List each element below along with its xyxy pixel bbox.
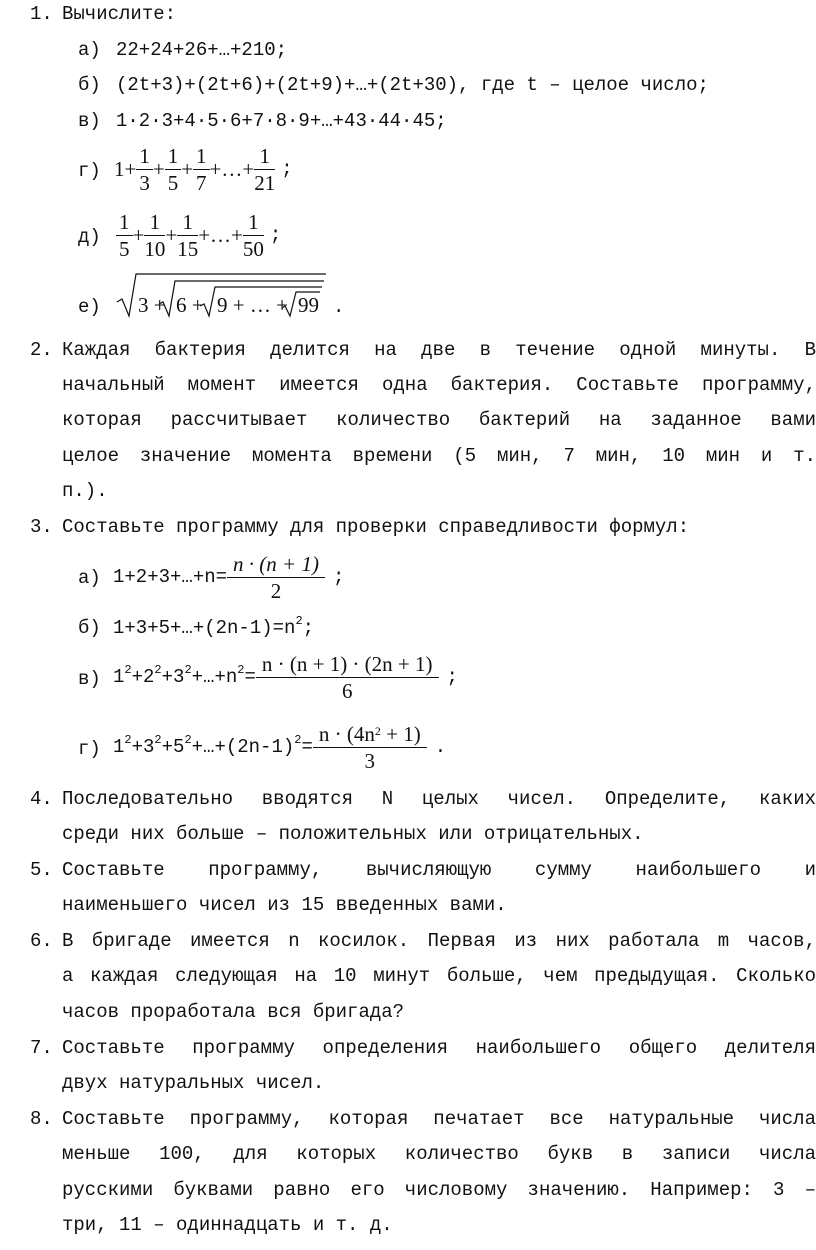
p1-f-end: . — [333, 296, 345, 318]
problem-3-number: 3. — [30, 516, 53, 538]
p3-c-formula: $1^2+2^2+3^2+\dots+n^2=$ $\frac{n \cdot (n + 1) \cdot (2n + 1)}{6}$ ; — [113, 651, 458, 703]
p3-d-frac: $\frac{n \cdot (4n^2 + 1)}{3}$ — [313, 721, 427, 774]
problem-7-number: 7. — [30, 1037, 53, 1059]
p1-b-expr: (2t+3)+(2t+6)+(2t+9)+…+(2t+30), где t – целое число; — [116, 74, 709, 96]
p3-a-label: а) — [78, 567, 101, 589]
problem-2-line-1: Каждая бактерия делится на две в течение одной минуты. В — [62, 339, 816, 361]
problem-4-line-2: среди них больше – положительных или отрицательных. — [62, 823, 644, 845]
problem-5-line-1: Составьте программу, вычисляющую сумму наибольшего и — [62, 859, 816, 881]
p1-a-expr: 22+24+26+…+210; — [116, 39, 288, 61]
problem-5-line-2: наименьшего чисел из 15 введенных вами. — [62, 894, 507, 916]
p1-d-label: г) — [78, 160, 101, 182]
p3-c-lhs: $1^2+2^2+3^2+\dots+n^2=$ — [113, 663, 256, 688]
problem-2-line-4: целое значение момента времени (5 мин, 7 мин, 10 мин и т. — [62, 445, 816, 467]
problem-4-number: 4. — [30, 788, 53, 810]
problem-2-number: 2. — [30, 339, 53, 361]
p1-f-part-1: 3 + — [138, 293, 166, 317]
problem-4-line-1: Последовательно вводятся N целых чисел. Определите, каких — [62, 788, 816, 810]
problem-8-line-1: Составьте программу, которая печатает все натуральные числа — [62, 1108, 816, 1130]
p1-f-part-2: 6 + — [176, 293, 204, 317]
problem-8-line-2: меньше 100, для которых количество букв в записи числа — [62, 1143, 816, 1165]
p1-e-frac-4: $\frac{1}{50}$ — [242, 209, 264, 261]
p3-d-lhs: $1^2+3^2+5^2+\dots+(2n-1)^2=$ — [113, 733, 313, 758]
p1-f-label: е) — [78, 296, 101, 318]
p3-c-frac: $\frac{n \cdot (n + 1) \cdot (2n + 1)}{6}$ — [256, 651, 439, 704]
problem-6-line-3: часов проработала вся бригада? — [62, 1001, 405, 1023]
p1-b-label: б) — [78, 74, 101, 96]
p1-f-part-3: 9 + … + — [217, 293, 288, 317]
problem-6-number: 6. — [30, 930, 53, 952]
problem-3-text: Составьте программу для проверки справедливости формул: — [62, 516, 690, 538]
problem-6-line-2: а каждая следующая на 10 минут больше, чем предыдущая. Сколько — [62, 965, 816, 987]
problem-7-line-2: двух натуральных чисел. — [62, 1072, 325, 1094]
problem-2-line-5: п.). — [62, 480, 108, 502]
p1-e-frac-2: $\frac{1}{10}$ — [144, 209, 166, 261]
p1-e-frac-3: $\frac{1}{15}$ — [177, 209, 199, 261]
problem-5-number: 5. — [30, 859, 53, 881]
p1-c-label: в) — [78, 110, 101, 132]
p1-f-part-4: 99 — [298, 293, 319, 317]
p1-e-frac-1: $\frac{1}{5}$ — [116, 209, 133, 262]
problem-7-line-1: Составьте программу определения наибольшего общего делителя — [62, 1037, 816, 1059]
p1-e-label: д) — [78, 226, 101, 248]
p1-d-frac-2: $\frac{1}{5}$ — [165, 143, 182, 196]
problem-8-line-3: русскими буквами равно его числовому значению. Например: 3 – — [62, 1179, 816, 1201]
p1-d-formula: 1+ $\frac{1}{3}$ + $\frac{1}{5}$ + $\frac{1}{7}$ +…+ $\frac{1}{21}$ ; — [114, 143, 293, 195]
problem-6-line-1: В бригаде имеется n косилок. Первая из них работала m часов, — [62, 930, 816, 952]
p3-a-formula: 1+2+3+…+n= $\frac{n \cdot (n + 1)}{2}$ ; — [113, 551, 345, 603]
p1-d-frac-3: $\frac{1}{7}$ — [193, 143, 210, 196]
p3-b-expr: $1+3+5+\dots+(2n-1)=n^2$; — [113, 614, 315, 639]
p3-c-label: в) — [78, 668, 101, 690]
p1-d-frac-1: $\frac{1}{3}$ — [136, 143, 153, 196]
p3-d-formula: $1^2+3^2+5^2+\dots+(2n-1)^2=$ $\frac{n \cdot (4n^2 + 1)}{3}$ . — [113, 721, 447, 773]
p3-a-lhs: 1+2+3+…+n= — [113, 566, 228, 588]
problem-2-line-3: которая рассчитывает количество бактерий на заданное вами — [62, 409, 816, 431]
problem-8-number: 8. — [30, 1108, 53, 1130]
problem-8-line-4: три, 11 – одиннадцать и т. д. — [62, 1214, 393, 1236]
problem-2-line-2: начальный момент имеется одна бактерия. Составьте программу, — [62, 374, 816, 396]
p1-e-formula: $\frac{1}{5}$ + $\frac{1}{10}$ + $\frac{1}{15}$ +…+ $\frac{1}{50}$ ; — [116, 208, 281, 262]
p1-d-frac-4: $\frac{1}{21}$ — [254, 143, 276, 195]
problem-1-number: 1. — [30, 3, 53, 25]
problem-1-text: Вычислите: — [62, 3, 177, 25]
p1-d-lead: 1+ — [114, 156, 137, 181]
p3-a-frac: $\frac{n \cdot (n + 1)}{2}$ — [227, 551, 325, 604]
p1-a-label: а) — [78, 39, 101, 61]
p3-b-label: б) — [78, 617, 101, 639]
p1-c-expr: 1·2·3+4·5·6+7·8·9+…+43·44·45; — [116, 110, 447, 132]
p3-d-label: г) — [78, 738, 101, 760]
